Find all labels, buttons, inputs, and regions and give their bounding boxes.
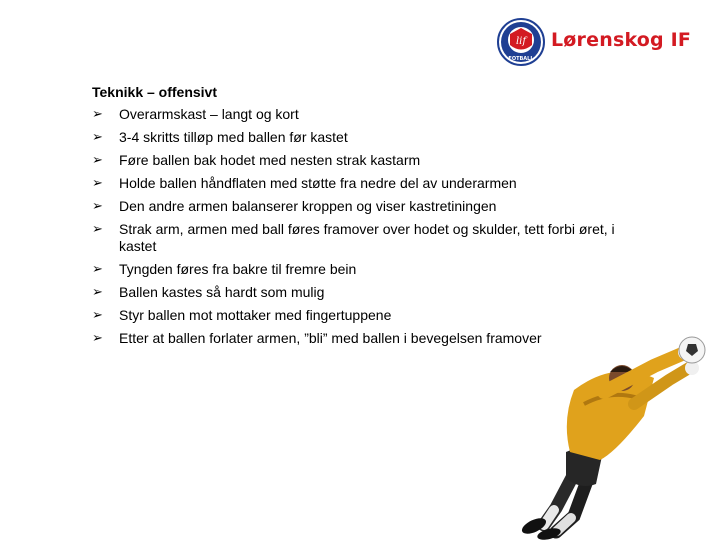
bullet-text: Styr ballen mot mottaker med fingertuppene [119,307,392,323]
arrow-bullet-icon: ➢ [92,107,103,122]
club-name: Lørenskog IF [551,29,692,51]
arrow-bullet-icon: ➢ [92,176,103,191]
arrow-bullet-icon: ➢ [92,331,103,346]
goalkeeper-illustration [504,320,720,540]
list-item [92,284,652,301]
bullet-text: 3-4 skritts tilløp med ballen før kastet [119,129,348,145]
bullet-text: Ballen kastes så hardt som mulig [119,284,325,300]
list-item [92,106,652,123]
bullet-text: Overarmskast – langt og kort [119,106,299,122]
arrow-bullet-icon: ➢ [92,153,103,168]
arrow-bullet-icon: ➢ [92,199,103,214]
list-item [92,175,652,192]
bullet-text: Føre ballen bak hodet med nesten strak kastarm [119,152,421,168]
bullet-text: Etter at ballen forlater armen, ”bli” med ballen i bevegelsen framover [119,330,542,346]
list-item [92,152,652,169]
arrow-bullet-icon: ➢ [92,285,103,300]
club-logo [497,18,712,70]
arrow-bullet-icon: ➢ [92,308,103,323]
arrow-bullet-icon: ➢ [92,262,103,277]
list-item [92,129,652,146]
arrow-bullet-icon: ➢ [92,130,103,145]
slide-title: Teknikk – offensivt [92,84,218,100]
bullet-text: Tyngden føres fra bakre til fremre bein [119,261,357,277]
bullet-text: Holde ballen håndflaten med støtte fra nedre del av underarmen [119,175,517,191]
list-item [92,221,652,255]
list-item [92,261,652,278]
slide-content [92,82,652,353]
bullet-text: Strak arm, armen med ball føres framover over hodet og skulder, tett forbi øret, i kastet [119,221,615,254]
club-emblem-icon [497,18,545,66]
emblem-ring-text: FOTBALL [508,56,534,62]
list-item [92,198,652,215]
bullet-text: Den andre armen balanserer kroppen og viser kastretiningen [119,198,497,214]
arrow-bullet-icon: ➢ [92,222,103,237]
emblem-letters: lif [515,36,527,47]
bullet-list [92,106,652,347]
